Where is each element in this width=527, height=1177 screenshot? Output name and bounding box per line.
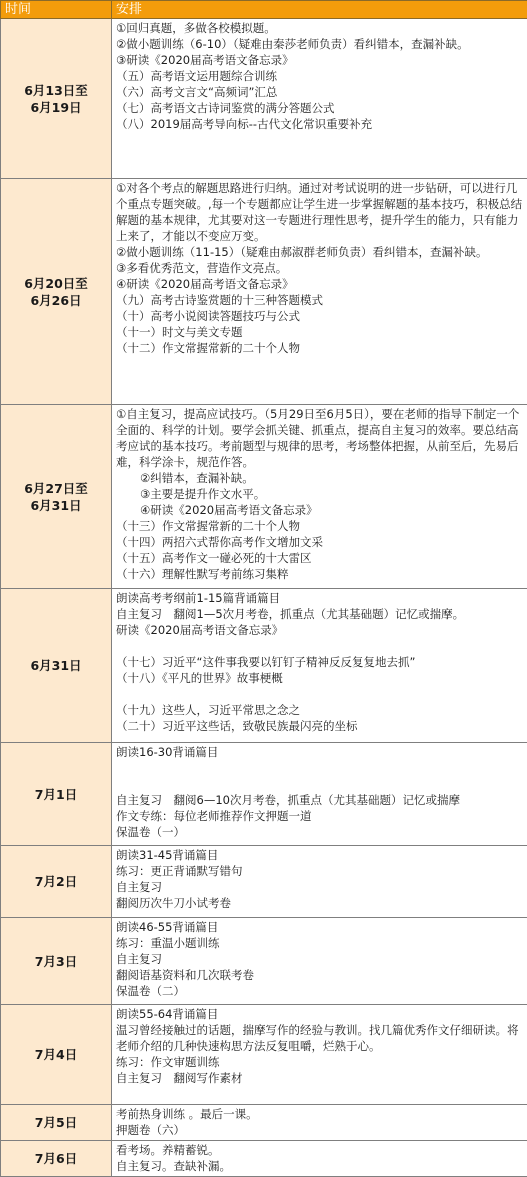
date-line: 7月5日: [1, 1114, 111, 1131]
plan-line: （十三）作文常握常新的二十个人物: [116, 518, 523, 534]
plan-line: 自主复习 翻阅1—5次月考卷，抓重点（尤其基础题）记忆或揣摩。: [116, 606, 523, 622]
content-cell: [112, 743, 527, 846]
plan-line: ①对各个考点的解题思路进行归纳。通过对考试说明的进一步钻研，可以进行几个重点专题突破。,每一个专题都应让学生进一步掌握解题的基本技巧，积极总结解题的基本规律，尤其要对这一专题进行理性思考，提升学生的能力，只有能力上来了，才能以不变应万变。: [116, 180, 523, 244]
table-row: [1, 405, 527, 589]
content-cell: [112, 1005, 527, 1105]
header-time: 时间: [1, 1, 112, 19]
content-cell: [112, 1141, 527, 1177]
plan-line: （八）2019届高考导向标--古代文化常识重要补充: [116, 116, 523, 132]
plan-line: 看考场。养精蓄锐。: [116, 1142, 523, 1158]
plan-line: ①自主复习，提高应试技巧。（5月29日至6月5日），要在老师的指导下制定一个全面的、科学的计划。要学会抓关键、抓重点，提高自主复习的效率。要总结高考应试的基本技巧。考前题型与规律的思考，考场整体把握，从前至后，先易后难，科学涂卡，规范作答。: [116, 406, 523, 470]
plan-line: （九）高考古诗鉴赏题的十三种答题模式: [116, 292, 523, 308]
plan-line: 温习曾经接触过的话题，揣摩写作的经验与教训。找几篇优秀作文仔细研读。将老师介绍的几种快速构思方法反复咀嚼，烂熟于心。: [116, 1022, 523, 1054]
table-row: [1, 743, 527, 846]
plan-line: （七）高考语文古诗词鉴赏的满分答题公式: [116, 100, 523, 116]
plan-line: 研读《2020届高考语文备忘录》: [116, 622, 523, 638]
blank-line: [116, 638, 523, 654]
header-plan: 安排: [112, 1, 527, 19]
plan-line: ④研读《2020届高考语文备忘录》: [116, 276, 523, 292]
plan-line: （十六）理解性默写考前练习集粹: [116, 566, 523, 582]
plan-line: ③多看优秀范文，营造作文亮点。: [116, 260, 523, 276]
plan-line: ③主要是提升作文水平。: [116, 486, 523, 502]
date-cell: [1, 19, 112, 179]
plan-line: （十二）作文常握常新的二十个人物: [116, 340, 523, 356]
table-row: [1, 846, 527, 918]
plan-line: 考前热身训练 。最后一课。: [116, 1106, 523, 1122]
plan-line: （十七）习近平“这件事我要以钉钉子精神反反复复地去抓”: [116, 654, 523, 670]
table-row: [1, 19, 527, 179]
plan-line: 自主复习 翻阅6—10次月考卷，抓重点（尤其基础题）记忆或揣摩: [116, 792, 523, 808]
date-cell: [1, 1005, 112, 1105]
date-cell: [1, 405, 112, 589]
content-cell: [112, 1105, 527, 1141]
table-row: [1, 1105, 527, 1141]
plan-line: ②做小题训练（11-15）（疑难由郝淑群老师负责）看纠错本，查漏补缺。: [116, 244, 523, 260]
table-row: [1, 918, 527, 1005]
blank-line: [116, 776, 523, 792]
date-cell: [1, 589, 112, 743]
content-cell: [112, 918, 527, 1005]
date-cell: [1, 846, 112, 918]
plan-line: （十四）两招六式帮你高考作文增加文采: [116, 534, 523, 550]
date-line: 7月6日: [1, 1150, 111, 1167]
plan-line: ②做小题训练（6-10）（疑难由秦莎老师负责）看纠错本，查漏补缺。: [116, 36, 523, 52]
plan-line: 翻阅历次牛刀小试考卷: [116, 895, 523, 911]
blank-line: [116, 686, 523, 702]
plan-line: 作文专练：每位老师推荐作文押题一道: [116, 808, 523, 824]
plan-line: ①回归真题，多做各校模拟题。: [116, 20, 523, 36]
date-line: 6月13日至: [1, 82, 111, 99]
date-line: 6月26日: [1, 292, 111, 309]
content-cell: [112, 19, 527, 179]
plan-line: 自主复习: [116, 951, 523, 967]
date-line: 7月1日: [1, 786, 111, 803]
date-line: 7月4日: [1, 1046, 111, 1063]
table-row: [1, 1005, 527, 1105]
plan-line: 自主复习。查缺补漏。: [116, 1158, 523, 1174]
table-row: [1, 179, 527, 405]
plan-line: 朗读55-64背诵篇目: [116, 1006, 523, 1022]
plan-line: （十九）这些人，习近平常思之念之: [116, 702, 523, 718]
plan-line: 翻阅语基资料和几次联考卷: [116, 967, 523, 983]
plan-line: 朗读46-55背诵篇目: [116, 919, 523, 935]
plan-line: 自主复习 翻阅写作素材: [116, 1070, 523, 1086]
date-line: 6月19日: [1, 99, 111, 116]
plan-line: （十八）《平凡的世界》故事梗概: [116, 670, 523, 686]
plan-line: 朗读16-30背诵篇目: [116, 744, 523, 760]
plan-line: 保温卷（一）: [116, 824, 523, 840]
date-cell: [1, 1105, 112, 1141]
date-cell: [1, 179, 112, 405]
date-cell: [1, 743, 112, 846]
plan-line: 朗读高考考纲前1-15篇背诵篇目: [116, 590, 523, 606]
plan-line: ③研读《2020届高考语文备忘录》: [116, 52, 523, 68]
plan-line: 练习：更正背诵默写错句: [116, 863, 523, 879]
plan-line: （五）高考语文运用题综合训练: [116, 68, 523, 84]
plan-line: （十五）高考作文一碰必死的十大雷区: [116, 550, 523, 566]
content-cell: [112, 179, 527, 405]
content-cell: [112, 846, 527, 918]
plan-line: 自主复习: [116, 879, 523, 895]
date-line: 6月20日至: [1, 275, 111, 292]
header-row: [1, 1, 527, 19]
plan-line: 朗读31-45背诵篇目: [116, 847, 523, 863]
plan-line: ②纠错本，查漏补缺。: [116, 470, 523, 486]
date-line: 6月31日: [1, 657, 111, 674]
table-row: [1, 1141, 527, 1177]
date-line: 7月3日: [1, 953, 111, 970]
plan-line: 练习：重温小题训练: [116, 935, 523, 951]
date-cell: [1, 1141, 112, 1177]
plan-line: 练习：作文审题训练: [116, 1054, 523, 1070]
date-cell: [1, 918, 112, 1005]
date-line: 6月31日: [1, 497, 111, 514]
content-cell: [112, 589, 527, 743]
plan-line: （十）高考小说阅读答题技巧与公式: [116, 308, 523, 324]
date-line: 7月2日: [1, 873, 111, 890]
table-row: [1, 589, 527, 743]
plan-line: （十一）时文与美文专题: [116, 324, 523, 340]
plan-line: 保温卷（二）: [116, 983, 523, 999]
plan-line: （二十）习近平这些话，致敬民族最闪亮的坐标: [116, 718, 523, 734]
date-line: 6月27日至: [1, 480, 111, 497]
plan-line: ④研读《2020届高考语文备忘录》: [116, 502, 523, 518]
blank-line: [116, 760, 523, 776]
plan-line: （六）高考文言文“高频词”汇总: [116, 84, 523, 100]
content-cell: [112, 405, 527, 589]
plan-line: 押题卷（六）: [116, 1122, 523, 1138]
